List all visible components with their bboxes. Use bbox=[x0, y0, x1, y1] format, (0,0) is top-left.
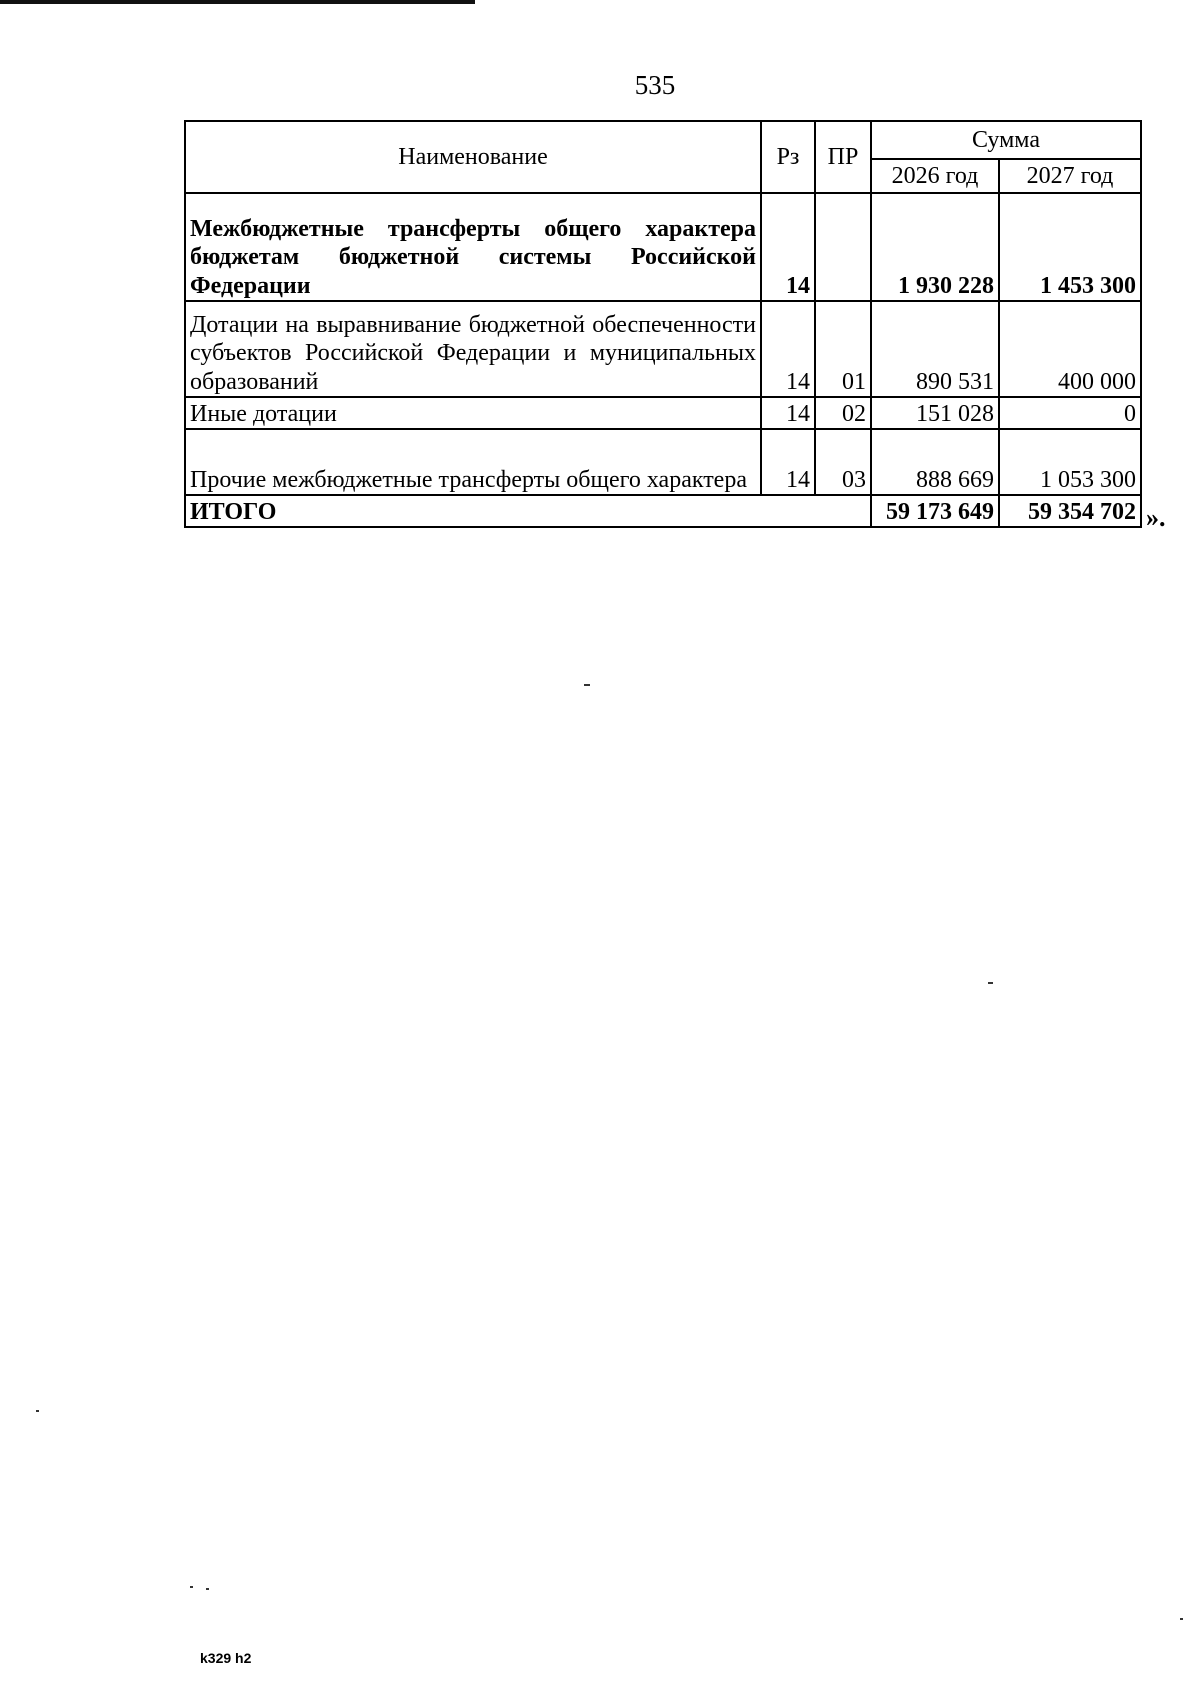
total-amount-2026: 59 173 649 bbox=[871, 495, 999, 527]
row-pr bbox=[815, 193, 871, 301]
scan-speck bbox=[36, 1410, 39, 1412]
header-rz: Рз bbox=[761, 121, 815, 193]
table-row bbox=[185, 429, 1141, 495]
total-row bbox=[185, 495, 1141, 527]
footer-code: k329 h2 bbox=[200, 1650, 252, 1666]
scan-speck bbox=[190, 1586, 193, 1588]
row-amount-2026: 888 669 bbox=[871, 429, 999, 495]
scan-speck bbox=[1180, 1618, 1183, 1620]
row-name: Межбюджетные трансферты общего характера бюджетам бюджетной системы Российской Федерации bbox=[185, 193, 761, 301]
scan-speck bbox=[988, 982, 993, 984]
scan-speck bbox=[584, 684, 590, 686]
row-name: Дотации на выравнивание бюджетной обеспеченности субъектов Российской Федерации и муниципальных образований bbox=[185, 301, 761, 397]
header-sum: Сумма bbox=[871, 121, 1141, 159]
table-row bbox=[185, 301, 1141, 397]
row-amount-2027: 400 000 bbox=[999, 301, 1141, 397]
total-amount-2027: 59 354 702 bbox=[999, 495, 1141, 527]
table-row bbox=[185, 397, 1141, 429]
total-label: ИТОГО bbox=[185, 495, 871, 527]
row-rz: 14 bbox=[761, 193, 815, 301]
scan-edge bbox=[0, 0, 475, 4]
row-amount-2027: 1 453 300 bbox=[999, 193, 1141, 301]
header-pr: ПР bbox=[815, 121, 871, 193]
header-name: Наименование bbox=[185, 121, 761, 193]
page-number: 535 bbox=[634, 70, 676, 100]
header-year-2027: 2027 год bbox=[999, 159, 1141, 193]
table-row bbox=[185, 193, 1141, 301]
scan-speck bbox=[206, 1588, 209, 1590]
row-amount-2027: 0 bbox=[999, 397, 1141, 429]
row-name: Прочие межбюджетные трансферты общего характера bbox=[185, 429, 761, 495]
row-name: Иные дотации bbox=[185, 397, 761, 429]
row-amount-2026: 151 028 bbox=[871, 397, 999, 429]
row-rz: 14 bbox=[761, 301, 815, 397]
row-amount-2027: 1 053 300 bbox=[999, 429, 1141, 495]
header-year-2026: 2026 год bbox=[871, 159, 999, 193]
row-amount-2026: 890 531 bbox=[871, 301, 999, 397]
closing-quote: ». bbox=[1146, 503, 1166, 532]
budget-table bbox=[184, 120, 1142, 528]
row-rz: 14 bbox=[761, 429, 815, 495]
row-pr: 02 bbox=[815, 397, 871, 429]
row-pr: 01 bbox=[815, 301, 871, 397]
row-pr: 03 bbox=[815, 429, 871, 495]
row-rz: 14 bbox=[761, 397, 815, 429]
row-amount-2026: 1 930 228 bbox=[871, 193, 999, 301]
